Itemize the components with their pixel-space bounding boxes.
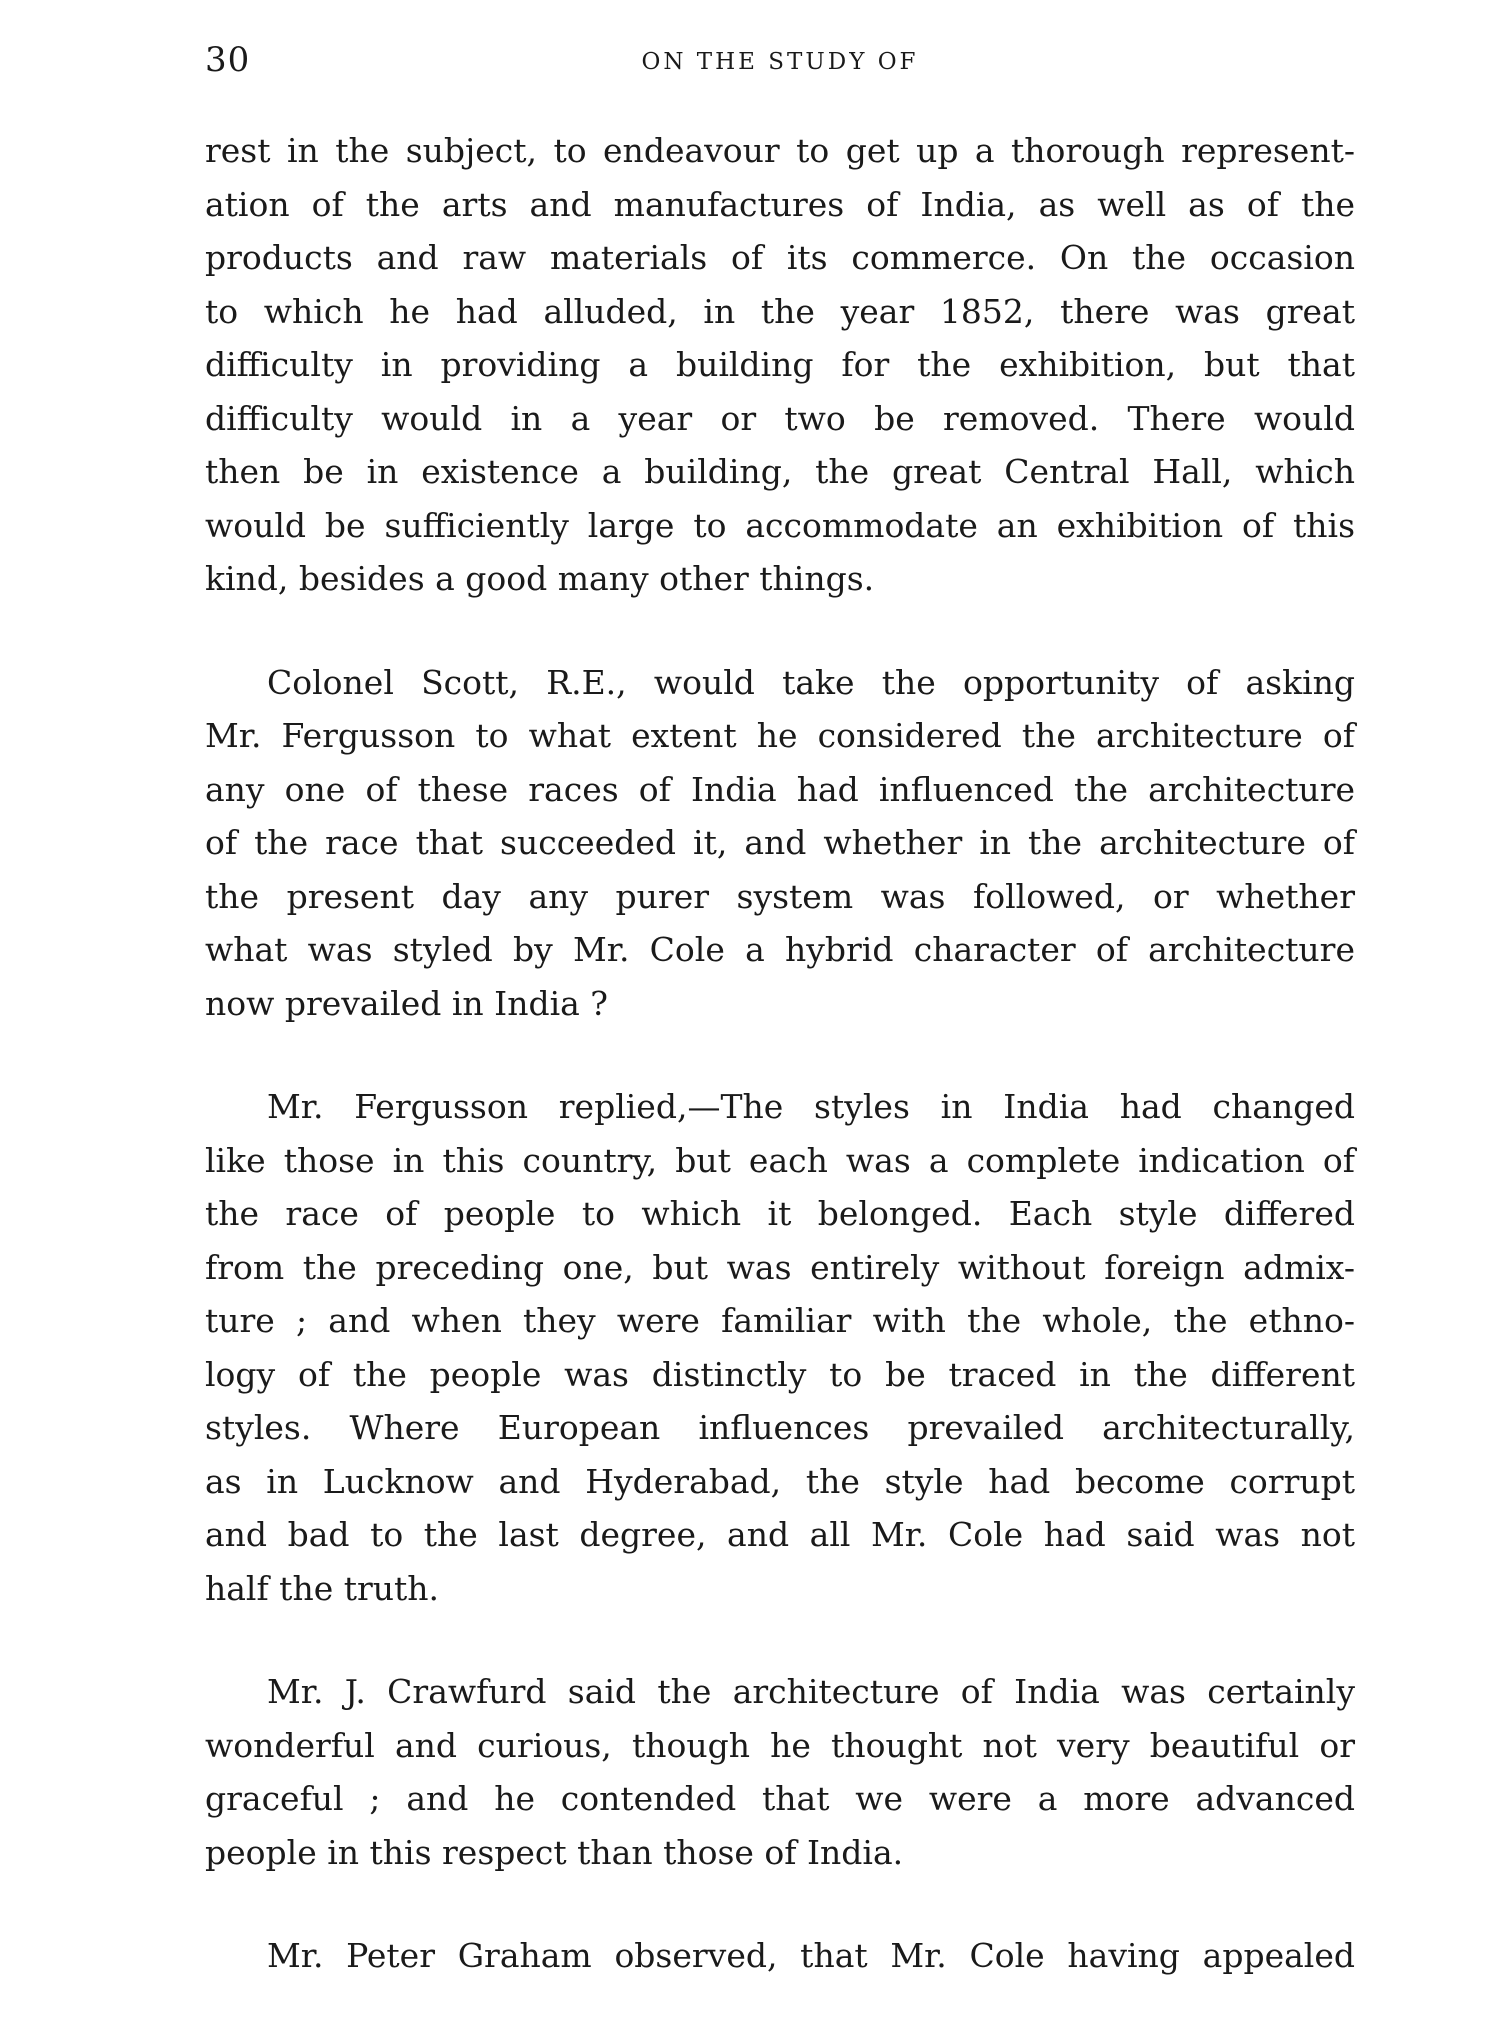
text-line: then be in existence a building, the great Central Hall, which: [205, 452, 1355, 491]
text-line: products and raw materials of its commerce. On the occasion: [205, 238, 1355, 277]
text-line: logy of the people was distinctly to be traced in the different: [205, 1354, 1355, 1394]
text-line: the present day any purer system was followed, or whether: [205, 876, 1355, 916]
paragraph-5: [205, 1929, 1355, 1983]
body-text: [205, 124, 1355, 2033]
text-line: half the truth.: [205, 1568, 440, 1608]
text-line: styles. Where European influences prevailed architecturally,: [205, 1408, 1355, 1447]
text-line: kind, besides a good many other things.: [205, 559, 875, 598]
text-line: Mr. Peter Graham observed, that Mr. Cole having appealed: [267, 1936, 1355, 1975]
page-number: 30: [205, 40, 251, 80]
text-line: like those in this country, but each was a complete indication of: [205, 1140, 1355, 1180]
paragraph-2: [205, 656, 1355, 1031]
text-line: Mr. Fergusson to what extent he considered the architecture of: [205, 716, 1355, 755]
text-line: wonderful and curious, though he thought not very beautiful or: [205, 1725, 1355, 1765]
text-line: people in this respect than those of India.: [205, 1832, 904, 1872]
paragraph-3: [205, 1080, 1355, 1615]
text-line: Mr. Fergusson replied,—The styles in India had changed: [267, 1087, 1355, 1126]
text-line: Colonel Scott, R.E., would take the opportunity of asking: [267, 662, 1355, 702]
text-line: graceful ; and he contended that we were a more advanced: [205, 1779, 1355, 1818]
text-line: from the preceding one, but was entirely without foreign admix-: [205, 1247, 1355, 1287]
paragraph-4: [205, 1665, 1355, 1879]
text-line: the race of people to which it belonged. Each style differed: [205, 1194, 1355, 1233]
running-head: ON THE STUDY OF: [641, 49, 919, 75]
page-header: [205, 40, 1355, 100]
paragraph-1: [205, 124, 1355, 606]
text-line: now prevailed in India ?: [205, 983, 608, 1023]
text-line: ation of the arts and manufactures of India, as well as of the: [205, 184, 1355, 224]
text-line: ture ; and when they were familiar with the whole, the ethno-: [205, 1301, 1355, 1340]
text-line: would be sufficiently large to accommodate an exhibition of this: [205, 505, 1355, 545]
text-line: difficulty would in a year or two be removed. There would: [205, 398, 1355, 438]
text-line: as in Lucknow and Hyderabad, the style had become corrupt: [205, 1461, 1355, 1501]
text-line: Mr. J. Crawfurd said the architecture of India was certainly: [267, 1672, 1355, 1711]
text-line: of the race that succeeded it, and whether in the architecture of: [205, 823, 1355, 862]
text-line: and bad to the last degree, and all Mr. Cole had said was not: [205, 1515, 1355, 1554]
text-line: difficulty in providing a building for the exhibition, but that: [205, 345, 1355, 384]
text-line: rest in the subject, to endeavour to get up a thorough represent-: [205, 131, 1355, 170]
text-line: what was styled by Mr. Cole a hybrid character of architecture: [205, 930, 1355, 969]
text-line: to which he had alluded, in the year 1852, there was great: [205, 291, 1355, 331]
text-line: any one of these races of India had influenced the architecture: [205, 769, 1355, 809]
